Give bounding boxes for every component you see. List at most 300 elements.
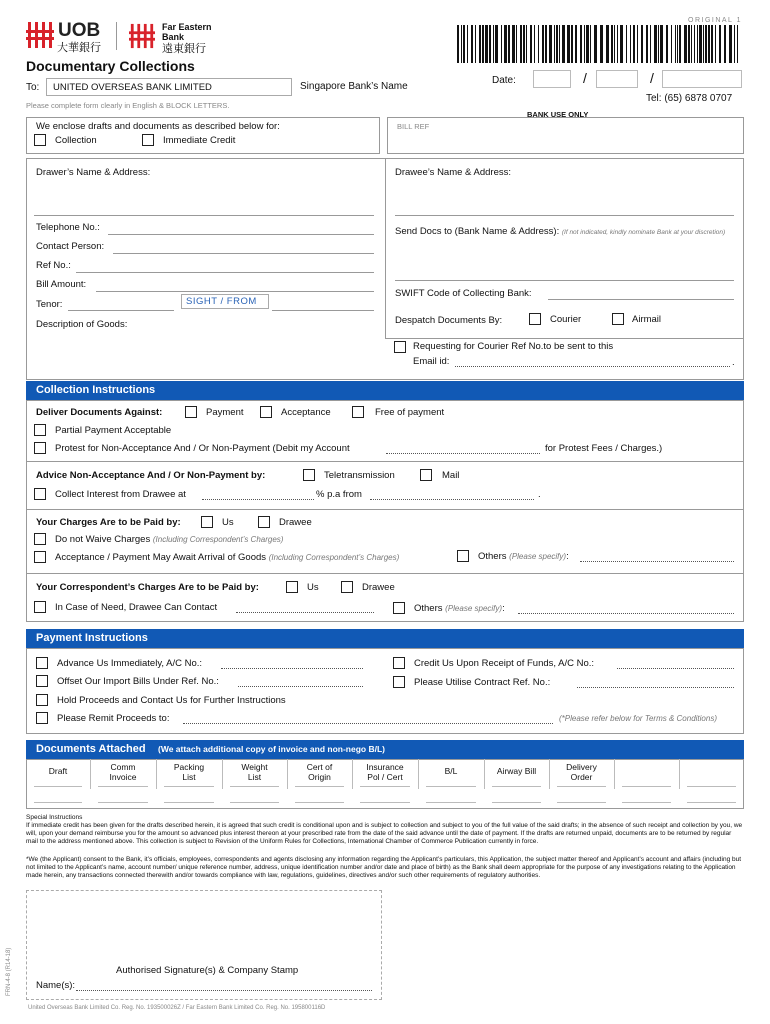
tenor-input[interactable] — [68, 310, 174, 311]
signature-box[interactable] — [26, 890, 382, 1000]
free-of-payment-label: Free of payment — [375, 407, 445, 418]
barcode-bar — [508, 25, 510, 63]
immediate-credit-label: Immediate Credit — [163, 135, 236, 146]
barcode-bar — [549, 25, 552, 63]
barcode-bar — [567, 25, 570, 63]
column-separator — [614, 759, 615, 789]
document-column-label-line: List — [247, 772, 262, 782]
not-waive-text: Do not Waive Charges — [55, 534, 151, 545]
document-copies-input[interactable] — [34, 802, 82, 803]
barcode-bar — [475, 25, 476, 63]
barcode-bar — [590, 25, 591, 63]
barcode-bar — [626, 25, 627, 63]
document-copies-input[interactable] — [360, 802, 410, 803]
document-column-label — [222, 762, 287, 782]
feb-name — [162, 22, 212, 42]
barcode-bar — [495, 25, 498, 63]
payment-header — [26, 629, 744, 648]
acceptance-label: Acceptance — [281, 407, 331, 418]
barcode-bar — [666, 25, 668, 63]
free-of-payment-checkbox[interactable] — [352, 406, 364, 418]
document-column-label-line: Weight — [241, 762, 268, 772]
document-column — [26, 759, 90, 809]
special-instructions — [26, 814, 744, 846]
credit-us-label: Credit Us Upon Receipt of Funds, A/C No.: — [414, 658, 595, 669]
uob-name: UOB — [58, 20, 101, 41]
document-column-label-line: Origin — [308, 772, 331, 782]
barcode-bar — [617, 25, 618, 63]
collection-rule — [26, 573, 744, 574]
swift-input[interactable] — [548, 299, 734, 300]
send-docs-text: Send Docs to (Bank Name & Address): — [395, 226, 560, 237]
uob-logo-icon — [26, 22, 54, 48]
document-column-label — [156, 762, 222, 782]
corr-us-checkbox[interactable] — [286, 581, 298, 593]
collection-checkbox[interactable] — [34, 134, 46, 146]
collection-label: Collection — [55, 135, 97, 146]
corr-charges-label: Your Correspondent’s Charges Are to be Paid by: — [36, 582, 259, 593]
credit-us-input[interactable] — [617, 668, 734, 669]
corr-drawee-label: Drawee — [362, 582, 395, 593]
drawee-input[interactable] — [395, 215, 734, 216]
contract-label: Please Utilise Contract Ref. No.: — [414, 677, 551, 688]
to-label: To: — [26, 82, 40, 93]
barcode-bar — [650, 25, 651, 63]
documents-header — [26, 740, 744, 759]
in-case-need-input[interactable] — [236, 612, 374, 613]
email-input[interactable] — [455, 366, 730, 367]
drawer-input[interactable] — [34, 215, 374, 216]
barcode-bar — [523, 25, 525, 63]
others-need-input[interactable] — [518, 613, 734, 614]
document-copies-input[interactable] — [622, 802, 671, 803]
charges-drawee-label: Drawee — [279, 517, 312, 528]
send-docs-hint: (If not indicated, kindly nominate Bank at your discretion) — [561, 229, 726, 236]
date-month-field[interactable] — [596, 70, 638, 88]
consent-text: *We (the Applicant) consent to the Bank, it’s officials, employees, correspondents and agents disclosing any information regarding the Applicant’s particulars, this Application, the subject matter thereof and Applicant’s account and affairs (including but not limited to the Applicant’s name, account number/ unique reference number, address, unique identification number and/or date and place of birth) as the Bank shall deem appropriate for the purpose of any investigations relating to the Application made herein, any transactions connected therewith and/or towards compliance with law, regulations, guidelines, directives and/or such other requirements of regulatory authorities. — [26, 856, 742, 879]
in-case-need-label: In Case of Need, Drawee Can Contact — [55, 602, 218, 613]
advice-label: Advice Non-Acceptance And / Or Non-Payment by: — [36, 470, 266, 481]
collection-rule — [26, 461, 744, 462]
barcode-bar — [697, 25, 698, 63]
document-column-label-line: Airway Bill — [496, 766, 537, 776]
document-column-label-line: Comm — [110, 762, 136, 772]
parties-divider — [385, 158, 386, 338]
tenor-label: Tenor: — [36, 299, 63, 310]
ref-label: Ref No.: — [36, 260, 71, 271]
pa-from-label: % p.a from — [316, 489, 362, 500]
others-charges-input[interactable] — [580, 561, 734, 562]
feb-name-line1: Far Eastern — [162, 22, 212, 32]
bill-amount-label: Bill Amount: — [36, 279, 87, 290]
barcode-bar — [646, 25, 648, 63]
courier-checkbox[interactable] — [529, 313, 541, 325]
await-label — [55, 552, 399, 563]
interest-from-input[interactable] — [370, 499, 534, 500]
date-year-field[interactable] — [662, 70, 742, 88]
special-title: Special Instructions — [26, 814, 83, 821]
barcode-bar — [534, 25, 535, 63]
barcode-bar — [575, 25, 577, 63]
document-copies-input[interactable] — [98, 802, 148, 803]
document-column-label-line: Pol / Cert — [367, 772, 403, 782]
barcode-bar — [734, 25, 735, 63]
barcode-bar — [512, 25, 515, 63]
barcode-bar — [691, 25, 692, 63]
document-column — [679, 759, 744, 809]
remit-hint: (*Please refer below for Terms & Conditions) — [559, 714, 717, 723]
document-column-label — [352, 762, 418, 782]
barcode-bar — [471, 25, 473, 63]
column-separator — [679, 759, 680, 789]
document-copies-input[interactable] — [295, 802, 344, 803]
barcode-bar — [479, 25, 481, 63]
barcode-bar — [485, 25, 488, 63]
barcode-bar — [637, 25, 638, 63]
courier-ref-checkbox[interactable] — [394, 341, 406, 353]
barcode-bar — [482, 25, 484, 63]
protest-label: Protest for Non-Acceptance And / Or Non-Payment (Debit my Account — [55, 443, 350, 454]
document-count-input[interactable] — [492, 786, 541, 787]
your-charges-label: Your Charges Are to be Paid by: — [36, 517, 181, 528]
date-label: Date: — [492, 75, 516, 86]
barcode-bar — [633, 25, 635, 63]
corr-drawee-checkbox[interactable] — [341, 581, 353, 593]
document-column-label — [26, 766, 90, 776]
document-copies-input[interactable] — [492, 802, 541, 803]
hold-checkbox[interactable] — [36, 694, 48, 706]
barcode-bar — [584, 25, 585, 63]
document-column-label-line: Order — [570, 772, 593, 782]
document-column-label-line: B/L — [444, 766, 458, 776]
document-column — [418, 759, 484, 809]
barcode-bar — [463, 25, 465, 63]
instructions-note: Please complete form clearly in English & BLOCK LETTERS. — [26, 101, 230, 110]
barcode-bar — [620, 25, 623, 63]
description-label: Description of Goods: — [36, 319, 128, 330]
mail-checkbox[interactable] — [420, 469, 432, 481]
document-count-input[interactable] — [360, 786, 410, 787]
document-column-label — [549, 762, 614, 782]
advance-input[interactable] — [221, 668, 363, 669]
form-code: FRN-4-8 (R14-18) — [6, 947, 12, 996]
barcode-bar — [719, 25, 721, 63]
barcode-bar — [461, 25, 462, 63]
barcode-bar — [493, 25, 494, 63]
contract-input[interactable] — [577, 687, 734, 688]
barcode-graphic — [455, 25, 745, 63]
barcode-bar — [501, 25, 502, 63]
barcode-bar — [562, 25, 565, 63]
document-copies-input[interactable] — [230, 802, 279, 803]
others-need-checkbox[interactable] — [393, 602, 405, 614]
uob-chinese: 大華銀行 — [57, 42, 101, 54]
document-count-input[interactable] — [557, 786, 606, 787]
document-column-label-line: List — [182, 772, 196, 782]
others-need-hint: (Please specify) — [445, 604, 503, 613]
bank-name-label: Singapore Bank’s Name — [300, 81, 408, 92]
contact-label: Contact Person: — [36, 241, 105, 252]
airmail-label: Airmail — [632, 314, 662, 325]
barcode-bar — [600, 25, 603, 63]
await-checkbox[interactable] — [34, 551, 46, 563]
document-column — [287, 759, 352, 809]
document-column — [222, 759, 287, 809]
sight-from-field[interactable] — [181, 294, 269, 309]
document-count-input[interactable] — [164, 786, 214, 787]
original-label: ORIGINAL 1 — [688, 17, 743, 24]
to-field[interactable] — [46, 78, 292, 96]
document-column — [352, 759, 418, 809]
document-column — [614, 759, 679, 809]
barcode-bar — [641, 25, 643, 63]
document-column-label-line: Draft — [48, 766, 68, 776]
advance-label: Advance Us Immediately, A/C No.: — [57, 658, 203, 669]
document-column — [90, 759, 156, 809]
charges-drawee-checkbox[interactable] — [258, 516, 270, 528]
drawee-label: Drawee’s Name & Address: — [395, 167, 511, 178]
collection-rule — [26, 509, 744, 510]
await-text: Acceptance / Payment May Await Arrival of Goods — [55, 552, 267, 563]
document-count-input[interactable] — [98, 786, 148, 787]
barcode-bar — [594, 25, 597, 63]
document-copies-input[interactable] — [687, 802, 736, 803]
collection-header — [26, 381, 744, 400]
deliver-against-label: Deliver Documents Against: — [36, 407, 163, 418]
barcode-bar — [542, 25, 544, 63]
document-count-input[interactable] — [687, 786, 736, 787]
payment-checkbox[interactable] — [185, 406, 197, 418]
others-colon: : — [566, 551, 569, 562]
barcode-bar — [684, 25, 687, 63]
email-period: . — [732, 357, 735, 368]
barcode-bar — [703, 25, 704, 63]
barcode-bar — [614, 25, 615, 63]
payment-label: Payment — [206, 407, 244, 418]
barcode-bar — [699, 25, 702, 63]
barcode-bar — [658, 25, 659, 63]
bill-ref-label: BILL REF — [397, 122, 430, 131]
barcode-bar — [675, 25, 676, 63]
not-waive-label — [55, 534, 283, 545]
telephone-input[interactable] — [108, 234, 374, 235]
uob-logo — [26, 22, 54, 51]
drawer-label: Drawer’s Name & Address: — [36, 167, 151, 178]
not-waive-checkbox[interactable] — [34, 533, 46, 545]
ref-input[interactable] — [76, 272, 374, 273]
contact-input[interactable] — [113, 253, 374, 254]
document-count-input[interactable] — [34, 786, 82, 787]
barcode-bar — [671, 25, 672, 63]
acceptance-checkbox[interactable] — [260, 406, 272, 418]
barcode-bar — [705, 25, 707, 63]
document-count-input[interactable] — [426, 786, 476, 787]
barcode-bar — [571, 25, 573, 63]
await-hint: (Including Correspondent’s Charges) — [268, 553, 400, 562]
feb-chinese: 遠東銀行 — [162, 43, 206, 55]
document-count-input[interactable] — [295, 786, 344, 787]
feb-logo-icon — [129, 23, 155, 49]
barcode-bar — [556, 25, 558, 63]
documents-subtitle: (We attach additional copy of invoice and non-nego B/L) — [158, 744, 385, 754]
charges-us-checkbox[interactable] — [201, 516, 213, 528]
barcode-bar — [630, 25, 631, 63]
document-column-label — [90, 762, 156, 782]
remit-checkbox[interactable] — [36, 712, 48, 724]
document-column-label-line: Invoice — [109, 772, 137, 782]
barcode-bar — [677, 25, 678, 63]
send-docs-label — [395, 226, 725, 237]
barcode-bar — [530, 25, 532, 63]
document-copies-input[interactable] — [164, 802, 214, 803]
airmail-checkbox[interactable] — [612, 313, 624, 325]
barcode — [455, 25, 745, 66]
teletransmission-label: Teletransmission — [324, 470, 395, 481]
barcode-bar — [688, 25, 690, 63]
interest-period: . — [538, 489, 541, 500]
remit-label: Please Remit Proceeds to: — [57, 713, 170, 724]
offset-label: Offset Our Import Bills Under Ref. No.: — [57, 676, 219, 687]
protest-account-input[interactable] — [386, 453, 540, 454]
barcode-bar — [559, 25, 560, 63]
document-column-label-line: Delivery — [566, 762, 597, 772]
document-count-input[interactable] — [230, 786, 279, 787]
others-need-label — [414, 603, 505, 614]
barcode-bar — [729, 25, 732, 63]
email-label: Email id: — [413, 356, 450, 367]
partial-payment-checkbox[interactable] — [34, 424, 46, 436]
tenor-from-input[interactable] — [272, 310, 374, 311]
enclose-text: We enclose drafts and documents as described below for: — [36, 121, 280, 132]
to-value: UNITED OVERSEAS BANK LIMITED — [53, 82, 212, 93]
barcode-bar — [504, 25, 507, 63]
document-column-label — [287, 762, 352, 782]
protest-tail: for Protest Fees / Charges.) — [545, 443, 663, 454]
hold-label: Hold Proceeds and Contact Us for Further Instructions — [57, 695, 286, 706]
others-need-text: Others — [414, 603, 443, 614]
document-copies-input[interactable] — [557, 802, 606, 803]
document-column-label-line: Insurance — [366, 762, 404, 772]
document-column — [549, 759, 614, 809]
barcode-bar — [708, 25, 710, 63]
document-column-label-line: Packing — [173, 762, 205, 772]
collect-interest-label: Collect Interest from Drawee at — [55, 489, 186, 500]
barcode-bar — [586, 25, 589, 63]
barcode-bar — [694, 25, 695, 63]
barcode-bar — [545, 25, 547, 63]
barcode-bar — [516, 25, 517, 63]
logo-divider — [116, 22, 117, 50]
charges-us-label: Us — [222, 517, 234, 528]
bank-use-box — [387, 117, 744, 154]
others-hint: (Please specify) — [509, 552, 567, 561]
send-docs-input[interactable] — [395, 280, 734, 281]
tel-number: Tel: (65) 6878 0707 — [646, 93, 733, 104]
others-charges-checkbox[interactable] — [457, 550, 469, 562]
offset-checkbox[interactable] — [36, 675, 48, 687]
in-case-need-checkbox[interactable] — [34, 601, 46, 613]
documents-title: Documents Attached — [36, 743, 146, 755]
telephone-label: Telephone No.: — [36, 222, 100, 233]
barcode-bar — [711, 25, 713, 63]
document-column — [484, 759, 549, 809]
date-slash: / — [583, 70, 587, 86]
despatch-label: Despatch Documents By: — [395, 315, 503, 326]
not-waive-hint: (Including Correspondent’s Charges) — [152, 535, 284, 544]
parties-rule — [385, 338, 744, 339]
barcode-bar — [654, 25, 657, 63]
barcode-bar — [606, 25, 609, 63]
sight-from-label: SIGHT / FROM — [186, 296, 257, 307]
document-column-label-line: Cert of — [306, 762, 333, 772]
barcode-bar — [580, 25, 582, 63]
courier-label: Courier — [550, 314, 582, 325]
others-text: Others — [478, 551, 507, 562]
registration-text: United Overseas Bank Limited Co. Reg. No. 193500026Z / Far Eastern Bank Limited Co. Reg. No. 195800116D — [28, 1005, 326, 1011]
offset-input[interactable] — [238, 686, 363, 687]
document-count-input[interactable] — [622, 786, 671, 787]
document-column-label — [418, 766, 484, 776]
date-slash: / — [650, 70, 654, 86]
barcode-bar — [611, 25, 613, 63]
signature-label: Authorised Signature(s) & Company Stamp — [116, 965, 299, 976]
barcode-bar — [660, 25, 663, 63]
protest-checkbox[interactable] — [34, 442, 46, 454]
special-text: If immediate credit has been given for the drafts described herein, it is agreed that such credit is conditional upon and is subject to collection and subject to you of the full value of the said drafts; in the absence of such receipt and collection by you, we will, upon your demand reimburse you for the amount so advanced plus interest thereon at your prescribed rate from the date of the said advance until the date of payment. If the drafts are returned unpaid, documents are to be returned by regular mail to the address mentioned above. This collection is subject to Revision of the Uniform Rules for Collections, International Chamber of Commerce Publication currently in force. — [26, 822, 743, 845]
mail-label: Mail — [442, 470, 460, 481]
bill-amount-input[interactable] — [96, 291, 374, 292]
feb-name-line2: Bank — [162, 32, 185, 42]
teletransmission-checkbox[interactable] — [303, 469, 315, 481]
barcode-bar — [520, 25, 522, 63]
barcode-bar — [715, 25, 716, 63]
collect-interest-checkbox[interactable] — [34, 488, 46, 500]
page-title: Documentary Collections — [26, 58, 195, 74]
barcode-bar — [724, 25, 726, 63]
partial-payment-label: Partial Payment Acceptable — [55, 425, 172, 436]
corr-us-label: Us — [307, 582, 319, 593]
swift-label: SWIFT Code of Collecting Bank: — [395, 288, 532, 299]
barcode-bar — [457, 25, 459, 63]
date-day-field[interactable] — [533, 70, 571, 88]
advance-checkbox[interactable] — [36, 657, 48, 669]
others-need-colon: : — [502, 603, 505, 614]
payment-title: Payment Instructions — [36, 632, 148, 644]
bank-use-only-label: BANK USE ONLY — [527, 110, 589, 119]
names-input[interactable] — [76, 990, 372, 991]
immediate-credit-checkbox[interactable] — [142, 134, 154, 146]
collection-title: Collection Instructions — [36, 384, 156, 396]
document-column — [156, 759, 222, 809]
document-copies-input[interactable] — [426, 802, 476, 803]
document-column-label — [484, 766, 549, 776]
credit-us-checkbox[interactable] — [393, 657, 405, 669]
barcode-bar — [526, 25, 527, 63]
others-charges-label — [478, 551, 569, 562]
courier-ref-label: Requesting for Courier Ref No.to be sent to this — [413, 341, 614, 352]
barcode-bar — [679, 25, 681, 63]
barcode-bar — [489, 25, 491, 63]
barcode-bar — [737, 25, 738, 63]
interest-rate-input[interactable] — [202, 499, 314, 500]
barcode-bar — [467, 25, 468, 63]
remit-input[interactable] — [183, 723, 553, 724]
feb-logo — [129, 23, 155, 52]
contract-checkbox[interactable] — [393, 676, 405, 688]
names-label: Name(s): — [36, 980, 76, 991]
barcode-bar — [554, 25, 555, 63]
barcode-bar — [538, 25, 539, 63]
